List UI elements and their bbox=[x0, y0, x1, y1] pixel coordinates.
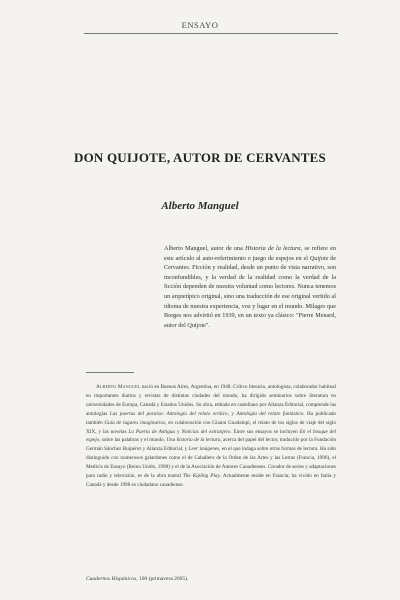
abstract bbox=[164, 244, 336, 330]
section-label: ENSAYO bbox=[181, 20, 219, 30]
journal-name: Cuadernos Hispánicos bbox=[86, 576, 137, 582]
author-bio-footnote bbox=[86, 383, 336, 490]
footnote-rule bbox=[86, 372, 134, 373]
article-title: DON QUIJOTE, AUTOR DE CERVANTES bbox=[74, 150, 326, 165]
bio-author-name: Alberto Manguel bbox=[96, 384, 141, 390]
bio-paragraph: Alberto Manguel nació en Buenos Aires, Argentina, en 1948. Crítico literario, antologista, colaborador habitual en importantes diarios y revistas de distintas ciudades del mundo, ha dirigido seminarios sobre literatura en universidades de Europa, Canadá y Estados Unidos. Su obra, editada en castellano por Alianza Editorial, comprende las antologías Las puertas del paraíso: Antología del relato erótico, y Antología del relato fantástico. Ha publicado también Guía de lugares imaginarios, en colaboración con Gianni Guadalupi, el relato de los siglos de viaje del siglo XIX, y las novelas La Puerta de Antigua y Noticias del extranjero. Entre sus ensayos se incluyen En el bosque del espejo, sobre las palabras y el mundo, Una historia de la lectura, acerca del papel del lector, traducido por la Fundación Germán Sánchez Ruipérez y Alianza Editorial, y Leer imágenes, en el que indaga sobre otras formas de lectura. Ha sido distinguido con numerosos galardones como el de Caballero de la Orden de las Artes y las Letras (Francia, 1996), el Medicis de Ensayo (Reino Unido, 1998) y el de la Asociación de Autores Canadienses. Creador de series y adaptaciones para radio y televisión, es de la obra teatral The Kipling Play. Actualmente reside en Francia; ha vivido en Italia y Canadá y desde 1998 es ciudadano canadiense. bbox=[86, 384, 337, 488]
journal-citation: Cuadernos Hispánicos, 100 (primavera 2005). bbox=[86, 576, 189, 582]
header-rule bbox=[84, 33, 338, 34]
abstract-paragraph: Alberto Manguel, autor de una Historia de la lectura, se refiere en este artículo al auto-referimiento o juego de espejos en el Quijote de Cervantes. Ficción y realidad, desde un punto de vista narrativo, son inconfundibles, y la verdad de la realidad como la verdad de la ficción dependen de nuestra voluntad como lectores. Nunca tenemos un arquetípico original, sino una traducción de ese original vertido al idioma de nuestra experiencia, voz y lugar en el mundo. Milagro que Borges nos advirtió en 1939, en un texto ya clásico: "Pierre Menard, autor del Quijote". bbox=[164, 245, 337, 329]
article-author: Alberto Manguel bbox=[161, 200, 239, 212]
